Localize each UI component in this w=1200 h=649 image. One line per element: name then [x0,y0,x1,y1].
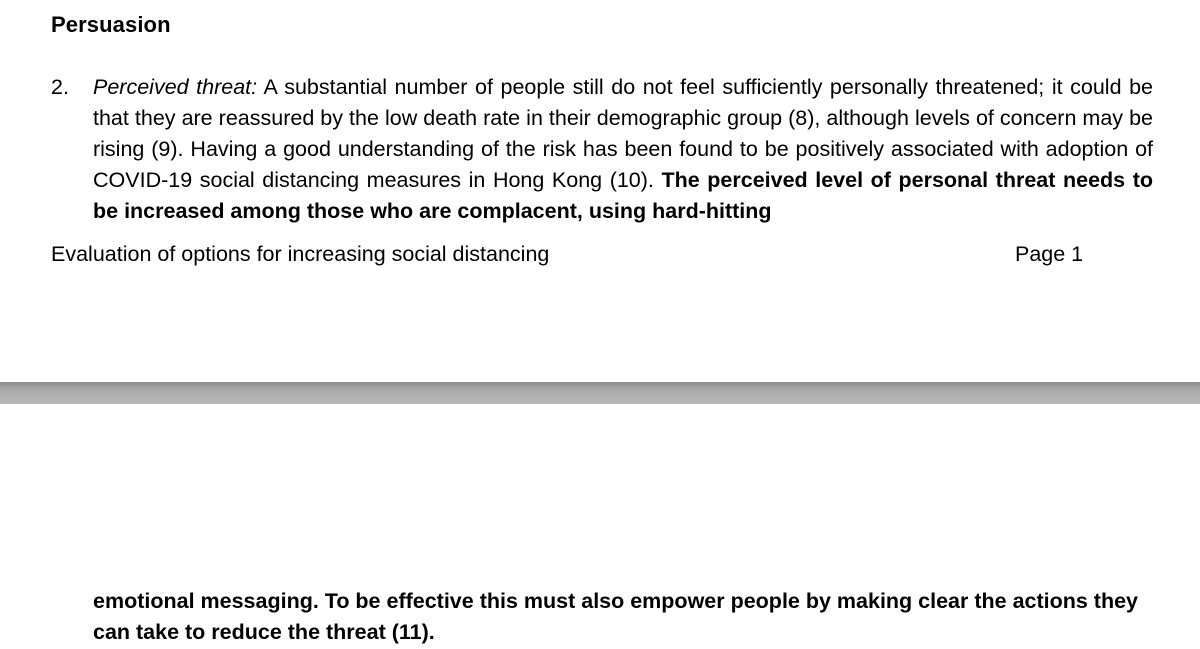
item-emphasis: The perceived level of personal threat needs to be increased among those who are complacent, using hard-hitting [93,168,1153,223]
item-term: Perceived threat: [93,75,258,99]
page-separator [0,382,1200,404]
document-page-2 [0,404,1200,649]
item-number: 2. [51,75,69,99]
page-number: Page 1 [1015,242,1084,266]
item-paragraph [93,72,1153,227]
section-heading: Persuasion [51,12,171,37]
continued-paragraph: emotional messaging. To be effective this must also empower people by making clear the actions they can take to reduce the threat (11). [93,589,1139,644]
footer-title: Evaluation of options for increasing social distancing [51,242,550,266]
item-body: A substantial number of people still do not feel sufficiently personally threatened; it could be that they are reassured by the low death rate in their demographic group (8), although levels of concern may be rising (9). Having a good understanding of the risk has been found to be positively associated with adoption of COVID-19 social distancing measures in Hong Kong (10). [93,75,1154,192]
